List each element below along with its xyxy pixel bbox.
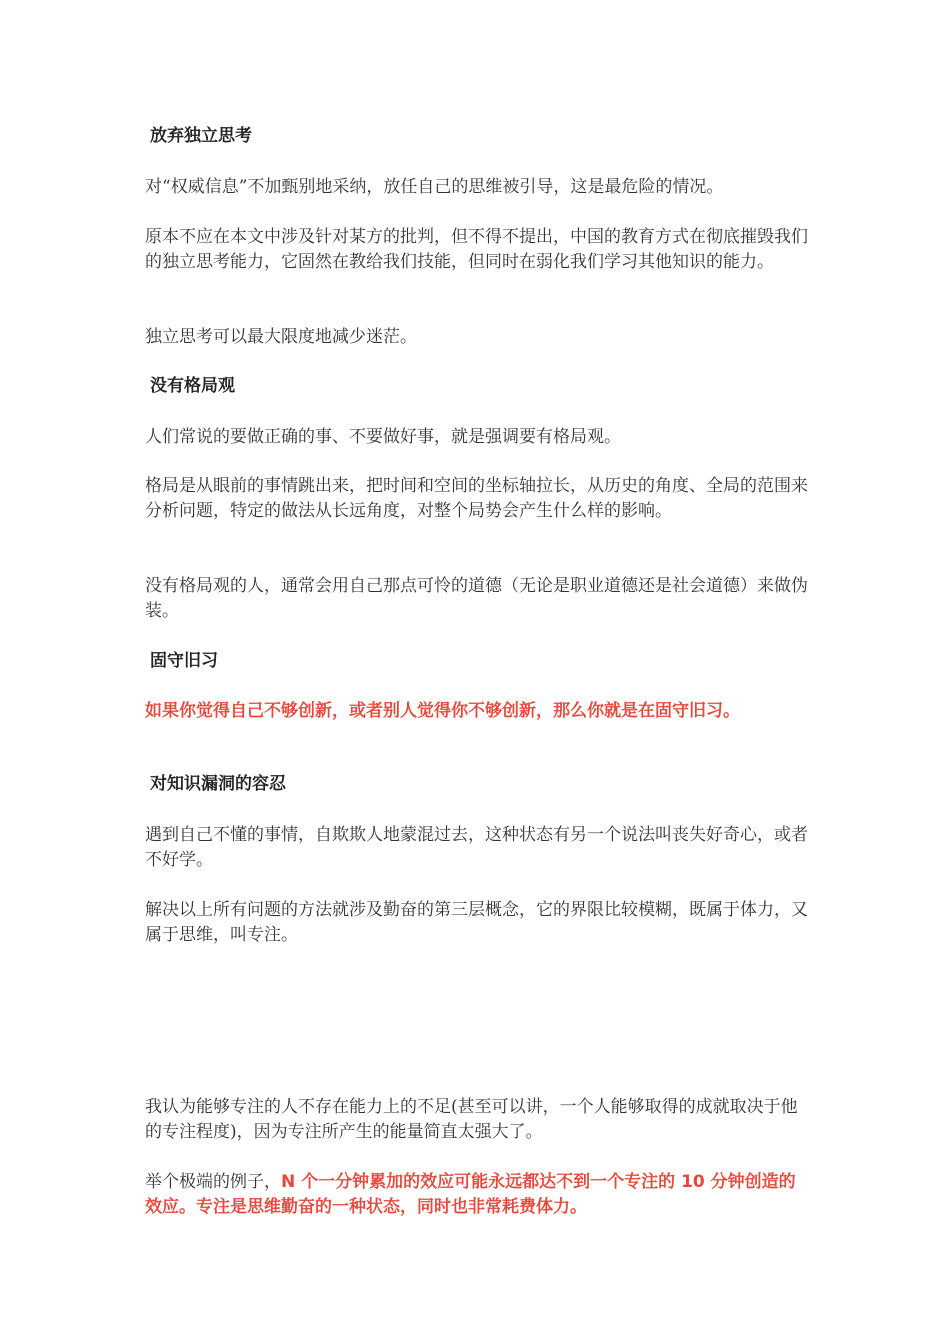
highlighted-text: N 个一分钟累加的效应可能永远都达不到一个专注的 10 分钟创造的效应。专注是思维勤奋的一种状态，同时也非常耗费体力。	[145, 1172, 796, 1217]
section-heading-old-habits: 固守旧习	[150, 651, 218, 671]
section-heading-big-picture: 没有格局观	[150, 376, 235, 396]
paragraph: 我认为能够专注的人不存在能力上的不足(甚至可以讲，一个人能够取得的成就取决于他的专注程度)，因为专注所产生的能量简直太强大了。	[145, 1097, 798, 1142]
paragraph: 遇到自己不懂的事情，自欺欺人地蒙混过去，这种状态有另一个说法叫丧失好奇心，或者不好学。	[145, 825, 808, 870]
section-heading-independent-thinking: 放弃独立思考	[150, 126, 252, 146]
paragraph: 对“权威信息”不加甄别地采纳，放任自己的思维被引导，这是最危险的情况。	[145, 177, 724, 197]
paragraph: 人们常说的要做正确的事、不要做好事，就是强调要有格局观。	[145, 427, 621, 447]
section-heading-knowledge-gaps: 对知识漏洞的容忍	[150, 774, 286, 794]
paragraph: 原本不应在本文中涉及针对某方的批判，但不得不提出，中国的教育方式在彻底摧毁我们的独立思考能力，它固然在教给我们技能，但同时在弱化我们学习其他知识的能力。	[145, 227, 808, 272]
highlighted-paragraph: 如果你觉得自己不够创新，或者别人觉得你不够创新，那么你就是在固守旧习。	[145, 701, 740, 721]
paragraph: 独立思考可以最大限度地减少迷茫。	[145, 327, 417, 347]
paragraph: 解决以上所有问题的方法就涉及勤奋的第三层概念，它的界限比较模糊，既属于体力，又属于思维，叫专注。	[145, 900, 808, 945]
paragraph: 没有格局观的人，通常会用自己那点可怜的道德（无论是职业道德还是社会道德）来做伪装。	[145, 576, 808, 621]
paragraph-with-highlight	[145, 1170, 810, 1220]
paragraph: 格局是从眼前的事情跳出来，把时间和空间的坐标轴拉长，从历史的角度、全局的范围来分析问题，特定的做法从长远角度，对整个局势会产生什么样的影响。	[145, 476, 808, 521]
paragraph-lead: 举个极端的例子，	[145, 1172, 281, 1192]
